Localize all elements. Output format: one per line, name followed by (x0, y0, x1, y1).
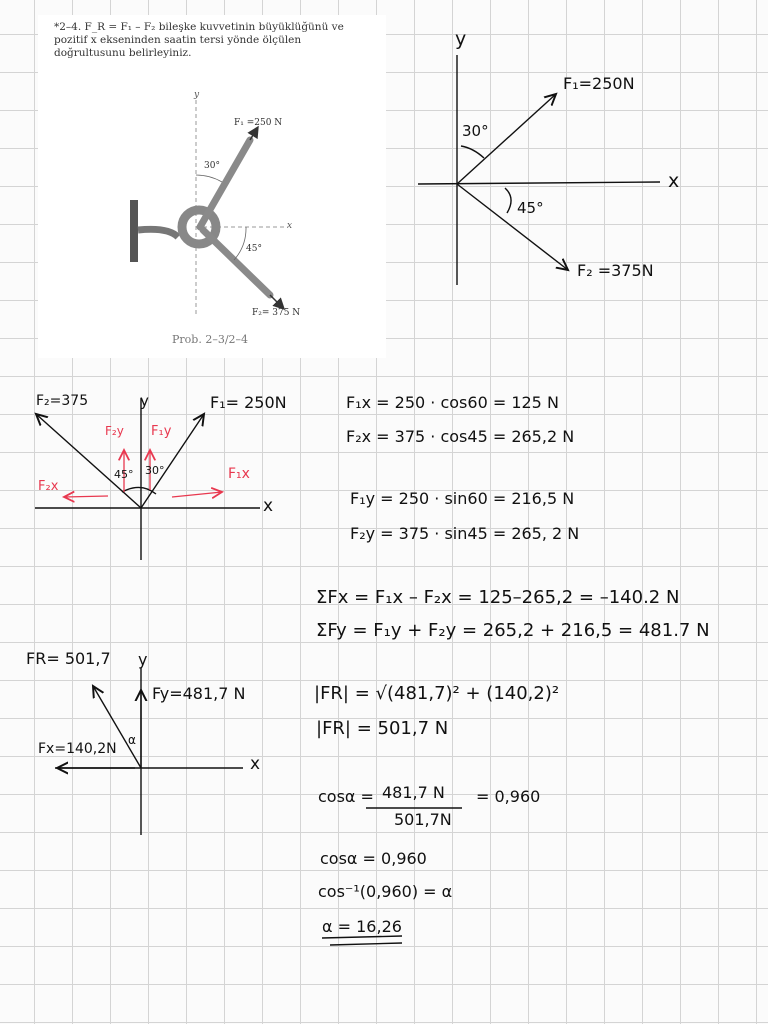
s3-x-label: x (250, 754, 261, 774)
s2-f1y-label: F₁y (151, 424, 172, 439)
f2-arrow (270, 295, 284, 309)
s2-f1-label: F₁= 250N (210, 393, 287, 412)
s1-f2-label: F₂ =375N (577, 261, 654, 280)
s2-angle45-label: 45° (114, 468, 134, 481)
angle30-arc (196, 175, 222, 182)
tb-y-axis-label: y (194, 90, 200, 100)
alpha-underline-2 (330, 943, 402, 945)
s1-angle30-label: 30° (462, 122, 489, 140)
problem-label: Prob. 2–3/2–4 (172, 333, 249, 346)
s3-y-label: y (138, 650, 148, 669)
eq-f2y: F₂y = 375 · sin45 = 265, 2 N (350, 524, 580, 543)
s2-f1x-label: F₁x (228, 466, 250, 482)
wall (130, 200, 138, 262)
tb-angle30: 30° (204, 161, 220, 171)
tb-f1-label: F₁ =250 N (234, 118, 283, 128)
eq-sum-fx: ΣFx = F₁x – F₂x = 125–265,2 = –140.2 N (316, 587, 680, 608)
s1-f2-arrow (457, 184, 568, 270)
s1-y-label: y (455, 28, 467, 50)
s2-x-label: x (263, 496, 274, 516)
eq-sum-fy: ΣFy = F₁y + F₂y = 265,2 + 216,5 = 481.7 N (316, 620, 710, 641)
eq-f2x: F₂x = 375 · cos45 = 265,2 N (346, 427, 575, 446)
eq-fr-magnitude: |FR| = √(481,7)² + (140,2)² (314, 683, 560, 704)
s3-fr-label: FR= 501,7 (26, 649, 111, 668)
eq-arccos: cos⁻¹(0,960) = α (318, 882, 453, 901)
f1-rod (200, 140, 250, 227)
textbook-figure (38, 15, 386, 358)
problem-statement: *2–4. F_R = F₁ – F₂ bileşke kuvvetinin büyüklüğünü ve pozitif x ekseninden saatin tersi yönde ölçülen doğrultusunu belirleyiniz. (54, 21, 344, 59)
s3-fx-label: Fx=140,2N (38, 741, 117, 757)
s2-angle-arc (122, 487, 156, 494)
tb-x-axis-label: x (287, 221, 293, 231)
s2-f2-label: F₂=375 (36, 393, 89, 409)
s1-angle30-arc (461, 146, 484, 158)
s1-angle45-arc (505, 188, 511, 213)
s2-f1x-arrow (172, 492, 222, 497)
f1-arrow (250, 127, 258, 140)
s2-f2x-arrow (64, 496, 108, 497)
alpha-underline-1 (322, 936, 402, 938)
s3-alpha-label: α (128, 733, 136, 747)
eq-cos-lhs: cosα = (318, 787, 374, 806)
s2-f2x-label: F₂x (38, 479, 59, 494)
eq-cos-alpha: cosα = 0,960 (320, 849, 427, 868)
f2-rod (203, 230, 270, 295)
eq-fr-value: |FR| = 501,7 N (316, 718, 449, 739)
eq-f1y: F₁y = 250 · sin60 = 216,5 N (350, 489, 575, 508)
s1-x-label: x (668, 170, 680, 192)
s2-angle30-label: 30° (145, 464, 165, 477)
eq-cos-numerator: 481,7 N (382, 783, 445, 802)
eq-cos-denominator: 501,7N (394, 810, 452, 829)
hook-shank (138, 229, 178, 237)
tb-angle45: 45° (246, 244, 262, 254)
s1-x-axis (418, 182, 660, 184)
s2-f2y-label: F₂y (105, 424, 124, 438)
angle45-arc (234, 227, 246, 260)
s3-fy-label: Fy=481,7 N (152, 684, 246, 703)
tb-f2-label: F₂= 375 N (252, 308, 301, 318)
s2-y-label: y (140, 392, 149, 410)
s1-f1-label: F₁=250N (563, 74, 635, 93)
eq-alpha-result: α = 16,26 (322, 917, 402, 936)
s1-angle45-label: 45° (517, 199, 544, 217)
eq-f1x: F₁x = 250 · cos60 = 125 N (346, 393, 559, 412)
eq-cos-result: = 0,960 (476, 787, 541, 806)
textbook-diagram (38, 15, 386, 358)
